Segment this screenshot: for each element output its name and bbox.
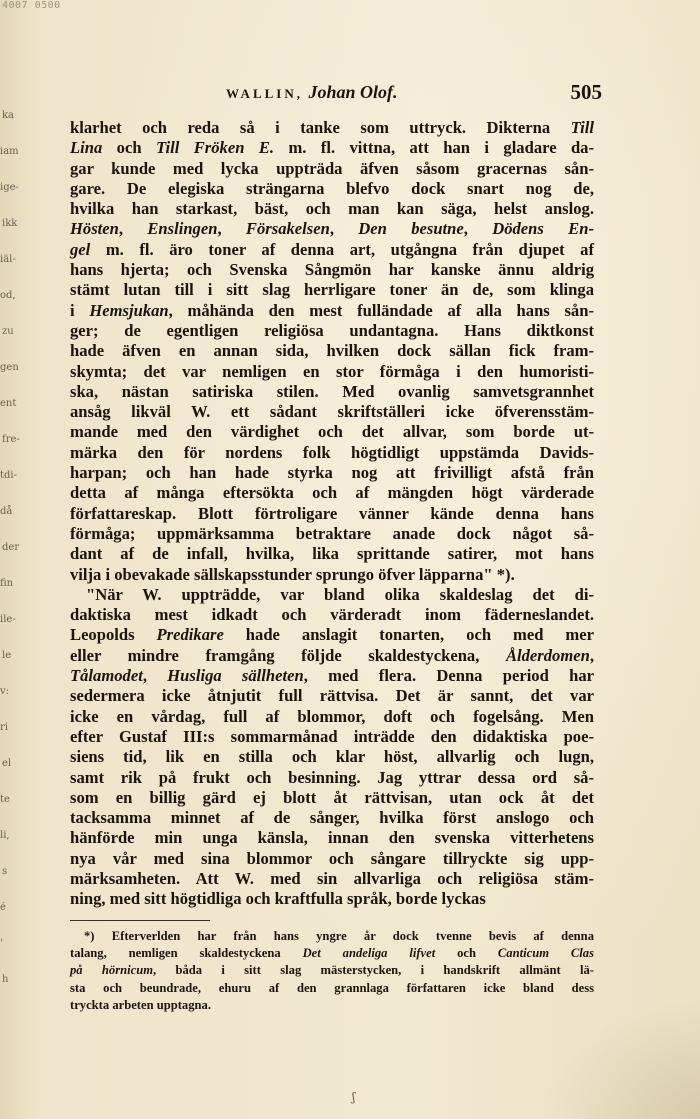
text-run: , måhända den mest fulländade af alla hans sån- (168, 300, 594, 320)
margin-fragment: ikk (2, 218, 18, 229)
text-run: m. fl. äro toner af denna art, utgångna från djupet af (90, 239, 594, 259)
italic-title: Dödens En- (492, 219, 594, 239)
page-number: 505 (570, 80, 602, 104)
body-line (70, 727, 594, 747)
body-line (70, 260, 594, 280)
italic-title: Lina (70, 138, 103, 158)
body-line (70, 199, 594, 219)
text-run: talang, nemligen skaldestyckena (70, 946, 303, 961)
text-run: hvilka han starkast, bäst, och man kan säga, helst anslog. (70, 199, 594, 219)
body-line (70, 118, 594, 138)
body-line (70, 828, 594, 848)
margin-fragment: ent (0, 398, 17, 409)
body-line (70, 646, 594, 666)
body-line (70, 240, 594, 260)
text-run: nya vår med sina blommor och sångare tillryckte sig upp- (70, 848, 594, 868)
italic-title: Hösten (70, 219, 119, 239)
text-run: ger; de egentligen religiösa undantagna. Hans diktkonst (70, 320, 594, 340)
text-run: vilja i obevakade sällskapsstunder sprungo öfver läpparna" *). (70, 564, 515, 584)
header-name: WALLIN, (226, 86, 303, 101)
margin-fragment: li, (0, 830, 10, 841)
text-run: hade äfven en annan sida, hvilken dock sällan fick fram- (70, 341, 594, 361)
text-run: eller mindre framgång följde skaldestyckena, (70, 645, 506, 665)
body-line (70, 280, 594, 300)
text-run: , (329, 219, 359, 239)
margin-fragment: ile- (0, 614, 16, 625)
body-line (70, 625, 594, 645)
margin-fragment: ri (0, 722, 8, 733)
body-line (70, 443, 594, 463)
text-run: , (118, 219, 148, 239)
body-line (70, 889, 594, 909)
italic-title: Predikare (156, 625, 224, 645)
text-run: , (589, 645, 594, 665)
text-run: "När W. uppträdde, var bland olika skaldeslag det di- (86, 584, 594, 604)
text-run: efter Gustaf III:s sommarmånad inträdde den didaktiska poe- (70, 726, 594, 746)
body-line (70, 666, 594, 686)
text-run: ansåg likväl W. ett sådant skriftställeri icke öfverensstäm- (70, 402, 594, 422)
body-line (70, 768, 594, 788)
margin-fragment: od, (0, 290, 16, 301)
margin-fragment: el (2, 758, 12, 769)
text-run: gare. De elegiska strängarna blefvo dock snart nog de, (70, 178, 594, 198)
text-run: detta af många eftersökta och af mängden högt värderade (70, 483, 594, 503)
text-run: i (70, 300, 90, 320)
text-run: m. fl. vittna, att han i gladare da- (274, 138, 595, 158)
text-run: ska, nästan satiriska stilen. Med ovanlig samvetsgrannhet (70, 381, 594, 401)
text-run: och (102, 138, 156, 158)
margin-fragment: zu (2, 326, 14, 337)
body-line (70, 707, 594, 727)
text-run: som en billig gärd ej blott åt rättvisan, utan ock åt det (70, 787, 594, 807)
body-line (70, 463, 594, 483)
body-line (70, 402, 594, 422)
text-run: , (463, 219, 493, 239)
italic-title: Husliga sällheten (167, 666, 304, 686)
margin-fragment: ' (0, 938, 3, 949)
text-run: stämt lutan till i sitt slag herrligare toner än de, som klinga (70, 280, 594, 300)
body-line (70, 219, 594, 239)
body-line (70, 788, 594, 808)
text-run: klarhet och reda så i tanke som uttryck. Dikterna (70, 118, 571, 137)
text-run: harpan; och han hade styrka nog att frivilligt afstå från (70, 463, 594, 483)
footnote (70, 928, 594, 1014)
text-run: , (217, 219, 246, 239)
margin-fragment: ka (2, 110, 15, 121)
margin-fragment: der (2, 542, 20, 553)
margin-fragment: fre- (2, 434, 20, 445)
body-line (70, 138, 594, 158)
text-run: sta och beundrade, ehuru af den grannlaga författaren icke bland dess (70, 980, 594, 995)
italic-title: på hörnicum (70, 963, 153, 978)
body-text (70, 118, 594, 910)
footnote-line (70, 945, 594, 962)
text-run: hans hjerta; och Svenska Sångmön har kanske ännu aldrig (70, 260, 594, 280)
text-run: , båda i sitt slag mästerstycken, i handskrift allmänt lä- (153, 963, 594, 978)
text-run: märka den för nordens folk högtidligt uppstämda Davids- (70, 442, 594, 462)
text-run: , (142, 666, 168, 686)
margin-fragment: gen (0, 362, 19, 373)
italic-title: Canticum Clas (497, 946, 594, 961)
running-header (226, 82, 602, 110)
body-line (70, 159, 594, 179)
text-run: sedermera icke åtnjutit full rättvisa. Det är sannt, det var (70, 686, 594, 706)
body-line (70, 301, 594, 321)
header-name-rest: Johan Olof. (308, 82, 398, 102)
italic-title: Enslingen (147, 219, 218, 239)
folio-mark: ʃ (352, 1090, 356, 1104)
body-line (70, 422, 594, 442)
margin-fragment: fin (0, 578, 14, 589)
body-line (70, 849, 594, 869)
margin-fragment: tdi- (0, 470, 17, 481)
body-line (70, 321, 594, 341)
body-line (70, 179, 594, 199)
text-run: tryckta arbeten upptagna. (70, 997, 211, 1012)
footnote-line (70, 997, 594, 1014)
body-line (70, 565, 594, 585)
margin-fragment: ige- (0, 182, 19, 193)
body-line (70, 341, 594, 361)
margin-fragment: då (0, 506, 13, 517)
text-run: författareskap. Blott förtroligare vänner kände denna hans (70, 503, 594, 523)
margin-fragment: s (2, 866, 8, 877)
italic-title: Den besutne (358, 219, 464, 239)
text-run: siens tid, lik en stilla och klar höst, allvarlig och lugn, (70, 747, 594, 767)
margin-fragment: h (2, 974, 9, 985)
page-smudge (540, 999, 700, 1119)
italic-title: Ålderdomen (505, 645, 590, 665)
body-line (70, 483, 594, 503)
header-title (226, 82, 398, 103)
text-run: förmåga; uppmärksamma betraktare anade dock något så- (70, 523, 594, 543)
text-run: skymta; det var nemligen en stor förmåga i den humoristi- (70, 361, 594, 381)
text-run: tacksamma minnet af de sånger, hvilka först anslogo och (70, 808, 594, 828)
body-line (70, 544, 594, 564)
text-run: *) Efterverlden har från hans yngre år dock tvenne bevis af denna (84, 929, 594, 943)
text-run: gar kunde med lycka uppträda äfven såsom gracernas sån- (70, 158, 594, 178)
body-line (70, 808, 594, 828)
margin-fragment: iäl- (0, 254, 16, 265)
italic-title: Försakelsen (245, 219, 330, 239)
body-line (70, 524, 594, 544)
text-run: och (435, 946, 498, 961)
margin-fragment: é (0, 902, 6, 913)
margin-fragment: te (0, 794, 10, 805)
italic-title: Hemsjukan (89, 300, 169, 320)
body-line (70, 382, 594, 402)
body-line (70, 747, 594, 767)
margin-fragment: iam (0, 146, 19, 157)
text-run: dant af de infall, hvilka, lika sprittande satirer, mot hans (70, 544, 594, 564)
footnote-divider (70, 920, 210, 921)
italic-title: Det andeliga lifvet (302, 946, 436, 961)
text-run: mande med den värdighet och det allvar, som borde ut- (70, 422, 594, 442)
italic-title: Till Fröken E. (155, 138, 275, 158)
footnote-line (70, 962, 594, 979)
italic-title: gel (70, 239, 91, 259)
text-run: , med flera. Denna period har (303, 666, 594, 686)
text-run: samt rik på frukt och besinning. Jag yttrar dessa ord så- (70, 767, 594, 787)
italic-title: Till (570, 118, 594, 137)
body-line (70, 869, 594, 889)
body-line (70, 686, 594, 706)
body-line (70, 504, 594, 524)
left-margin-bleed (0, 110, 18, 1030)
text-run: märksamheten. Att W. med sin allvarliga och religiösa stäm- (70, 868, 594, 888)
margin-fragment: v: (0, 686, 10, 697)
footnote-line (70, 980, 594, 997)
text-run: hade anslagit tonarten, och med mer (223, 625, 594, 645)
scan-stamp: 4007 0500 (2, 0, 61, 11)
text-run: ning, med sitt högtidliga och kraftfulla språk, borde lyckas (70, 889, 486, 909)
body-line (70, 585, 594, 605)
text-run: daktiska mest idkadt och värderadt inom fäderneslandet. (70, 605, 594, 625)
footnote-line (70, 928, 594, 945)
body-line (70, 605, 594, 625)
text-run: hänförde min unga känsla, innan den svenska vitterhetens (70, 828, 594, 848)
text-run: icke en vårdag, full af blommor, doft och fogelsång. Men (70, 706, 594, 726)
italic-title: Tålamodet (70, 666, 143, 686)
margin-fragment: le (2, 650, 12, 661)
body-line (70, 362, 594, 382)
text-run: Leopolds (70, 625, 157, 645)
